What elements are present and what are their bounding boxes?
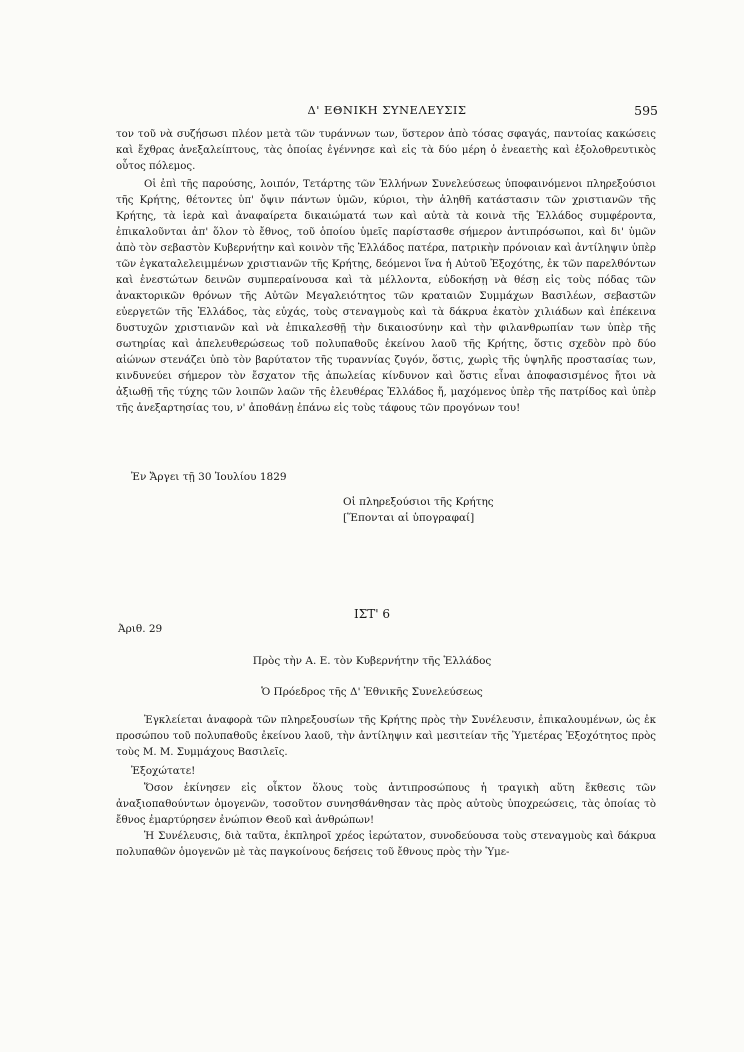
enclosure-paragraph-block <box>116 713 656 761</box>
page-number: 595 <box>634 103 658 118</box>
running-head: Δ' ΕΘΝΙΚΗ ΣΥΝΕΛΕΥΣΙΣ <box>307 103 467 117</box>
recipient-line: Πρὸς τὴν Α. Ε. τὸν Κυβερνήτην τῆς Ἑλλάδος <box>252 655 492 667</box>
signers-block <box>343 494 494 526</box>
signers-title: Οἱ πληρεξούσιοι τῆς Κρήτης <box>343 496 494 508</box>
continuation-paragraph-block <box>116 127 656 175</box>
petition-paragraph: Οἱ ἐπὶ τῆς παρούσης, λοιπόν, Τετάρτης τῶν Ἑλλήνων Συνελεύσεως ὑποφαινόμενοι πληρεξούσιοι τῆς Κρήτης, θέτοντες ὑπ' ὄψιν πάντων ὑμῶν, κύριοι, τὴν ἀληθῆ κατάστασιν τῶν χριστιανῶν τῆς Κρήτης, τὰ ἱερὰ καὶ ἀναφαίρετα δικαιώματά των καὶ αὐτὰ τὰ κοινὰ τῆς Ἑλλάδος συμφέροντα, ἐπικαλοῦνται ἀπ' ὅλον τὸ ἔθνος, τοῦ ὁποίου ὑμεῖς παρίστασθε σήμερον ἀντιπρόσωποι, καὶ δι' ὑμῶν ἀπὸ τὸν σεβαστὸν Κυβερνήτην καὶ κοινὸν τῆς Ἑλλάδος πατέρα, πατρικὴν πρόνοιαν καὶ ἀντίληψιν ὑπὲρ τῶν ἐγκαταλελειμμένων χριστιανῶν τῆς Κρήτης, δεόμενοι ἵνα ἡ Αὐτοῦ Ἐξοχότης, ἐκ τῶν παρελθόντων καὶ ἐνεστώτων δεινῶν συμπεραίνουσα καὶ τὰ μέλλοντα, εὐδοκήσῃ νὰ θέσῃ εἰς τοὺς πόδας τῶν ἀνακτορικῶν θρόνων τῆς Αὐτῶν Μεγαλειότητος τῶν κραταιῶν Συμμάχων Βασιλέων, σεβαστῶν εὐεργετῶν τῆς Ἑλλάδος, τὰς εὐχάς, τοὺς στεναγμοὺς καὶ τὰ δάκρυα ἑκατὸν χιλιάδων καὶ ἐπέκεινα δυστυχῶν χριστιανῶν καὶ νὰ ἐπικαλεσθῇ τὴν δικαιοσύνην καὶ τὴν φιλανθρωπίαν των ὑπὲρ τῆς σωτηρίας καὶ ἀπελευθερώσεως τοῦ πολυπαθοῦς ἐκείνου λαοῦ τῆς Κρήτης, ὅστις σχεδὸν πρὸ δύο αἰώνων στενάζει ὑπὸ τὸν βαρύτατον τῆς τυραννίας ζυγόν, ὅστις, χωρὶς τῆς ὑψηλῆς προστασίας των, κινδυνεύει σήμερον τὸν ἔσχατον τῆς ἀπωλείας κίνδυνον καὶ ὅστις εἶναι ἀποφασισμένος ἤτοι νὰ ἀξιωθῇ τῆς τύχης τῶν λοιπῶν λαῶν τῆς ἐλευθέρας Ἑλλάδος ἤ, μαχόμενος ὑπὲρ τῆς πατρίδος καὶ ὑπὲρ τῆς ἀνεξαρτησίας του, ν' ἀποθάνῃ ἐπάνω εἰς τοὺς τάφους τῶν προγόνων του! <box>116 179 656 414</box>
petition-paragraph-block <box>116 177 656 417</box>
document-number: ΙΣΤ' 6 <box>354 607 390 621</box>
reference-number: Ἀριθ. 29 <box>118 623 163 635</box>
date-line: Ἐν Ἄργει τῇ 30 Ἰουλίου 1829 <box>131 471 287 483</box>
enclosure-paragraph: Ἐγκλείεται ἀναφορὰ τῶν πληρεξουσίων τῆς Κρήτης πρὸς τὴν Συνέλευσιν, ἐπικαλουμένων, ὡς ἐκ προσώπου τοῦ πολυπαθοῦς ἐκείνου λαοῦ, τὴν ἀντίληψιν καὶ μεσιτείαν τῆς Ὑμετέρας Ἐξοχότητος πρὸς τοὺς Μ. Μ. Συμμάχους Βασιλεῖς. <box>116 715 656 758</box>
sorrow-paragraph: Ὅσον ἐκίνησεν εἰς οἶκτον ὅλους τοὺς ἀντιπροσώπους ἡ τραγικὴ αὕτη ἔκθεσις τῶν ἀναξιοπαθούντων ὁμογενῶν, τοσοῦτον συνησθάνθησαν τὰς πρὸς αὐτοὺς ὑποχρεώσεις, τὰς ὁποίας τὸ ἔθνος ἐμαρτύρησεν ἐνώπιον Θεοῦ καὶ ἀνθρώπων! <box>116 783 656 826</box>
page-header <box>116 103 658 121</box>
assembly-paragraph: Ἡ Συνέλευσις, διὰ ταῦτα, ἐκπληροῖ χρέος ἱερώτατον, συνοδεύουσα τοὺς στεναγμοὺς καὶ δάκρυα πολυπαθῶν ὁμογενῶν μὲ τὰς παγκοίνους δεήσεις τοῦ ἔθνους πρὸς τὴν Ὑμε- <box>116 831 656 858</box>
continuation-paragraph: τον τοῦ νὰ συζήσωσι πλέον μετὰ τῶν τυράννων των, ὕστερον ἀπὸ τόσας σφαγάς, παντοίας κακώσεις καὶ ἔχθρας ἀνεξαλείπτους, τὰς ὁποίας ἐγέννησε καὶ εἰς τὰ δύο μέρη ὁ ἐνεαετὴς καὶ ἐξολοθρευτικὸς οὗτος πόλεμος. <box>116 129 656 172</box>
salutation: Ἐξοχώτατε! <box>131 765 196 777</box>
signatures-note: [Ἕπονται αἱ ὑπογραφαί] <box>343 512 475 524</box>
assembly-paragraph-block <box>116 829 656 861</box>
sorrow-paragraph-block <box>116 781 656 829</box>
sender-line: Ὁ Πρόεδρος τῆς Δ' Ἐθνικῆς Συνελεύσεως <box>261 686 483 698</box>
